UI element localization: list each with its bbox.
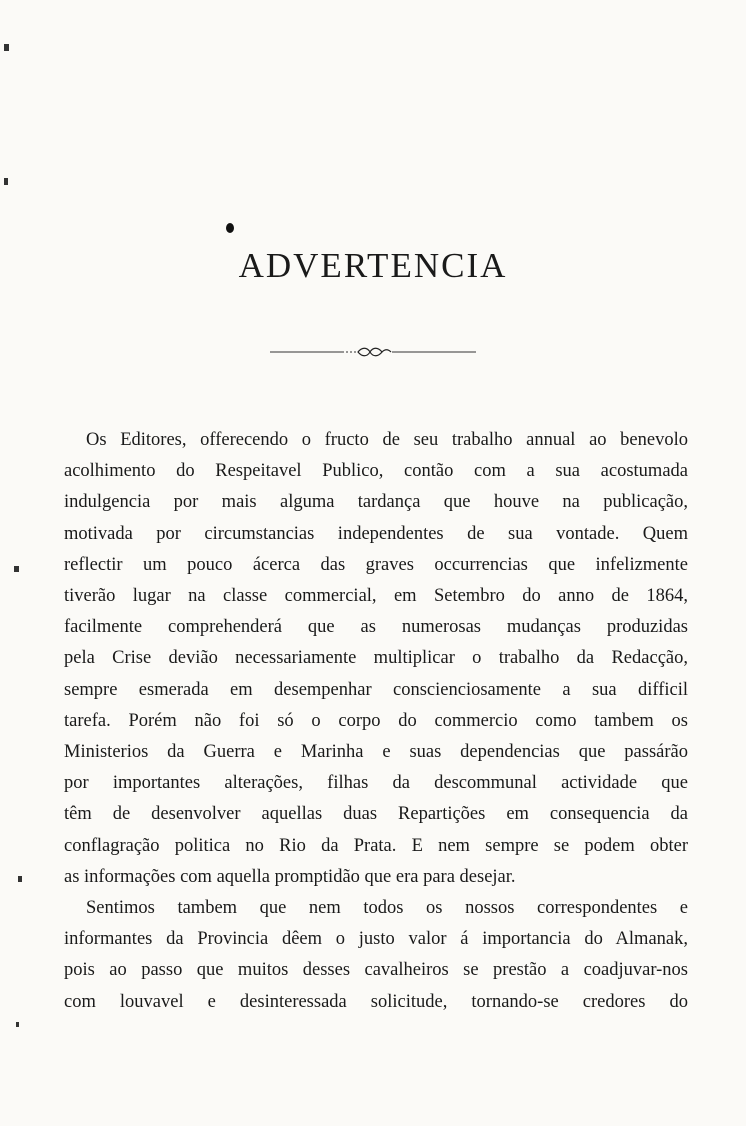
text-line: pela Crise devião necessariamente multiplicar o trabalho da Redacção, [64, 648, 688, 669]
ink-dot [226, 223, 234, 233]
text-line: conflagração politica no Rio da Prata. E nem sempre se podem obter [64, 835, 688, 856]
text-line: reflectir um pouco ácerca das graves occurrencias que infelizmente [64, 554, 688, 575]
text-line: Ministerios da Guerra e Marinha e suas dependencias que passárão [64, 742, 688, 763]
margin-speck [14, 566, 19, 572]
page-title: ADVERTENCIA [238, 246, 508, 285]
text-line: acolhimento do Respeitavel Publico, contão com a sua acostumada [64, 461, 688, 482]
margin-speck [4, 178, 8, 185]
body-text [64, 425, 688, 1018]
text-line: indulgencia por mais alguma tardança que houve na publicação, [64, 492, 688, 513]
text-line: Os Editores, offerecendo o fructo de seu trabalho annual ao benevolo [86, 430, 688, 450]
text-line: facilmente comprehenderá que as numerosas mudanças produzidas [64, 617, 688, 638]
text-line: sempre esmerada em desempenhar conscienciosamente a sua difficil [64, 679, 688, 700]
text-line: informantes da Provincia dêem o justo valor á importancia do Almanak, [64, 929, 688, 950]
text-line: com louvavel e desinteressada solicitude, tornando-se credores do [64, 991, 688, 1012]
text-line: tarefa. Porém não foi só o corpo do commercio como tambem os [64, 710, 688, 731]
margin-speck [4, 44, 9, 51]
paragraph-2 [64, 893, 688, 1018]
text-line: têm de desenvolver aquellas duas Repartições em consequencia da [64, 804, 688, 825]
text-line: Sentimos tambem que nem todos os nossos correspondentes e [86, 898, 688, 919]
text-line: as informações com aquella promptidão que era para desejar. [64, 866, 516, 887]
text-line: tiverão lugar na classe commercial, em Setembro do anno de 1864, [64, 586, 688, 607]
text-line: por importantes alterações, filhas da descommunal actividade que [64, 773, 688, 794]
divider-ornament [270, 345, 476, 359]
margin-speck [16, 1022, 19, 1027]
text-line: pois ao passo que muitos desses cavalheiros se prestão a coadjuvar-nos [64, 960, 688, 981]
text-line: motivada por circumstancias independentes de sua vontade. Quem [64, 523, 688, 544]
margin-speck [18, 876, 22, 882]
paragraph-1 [64, 425, 688, 893]
